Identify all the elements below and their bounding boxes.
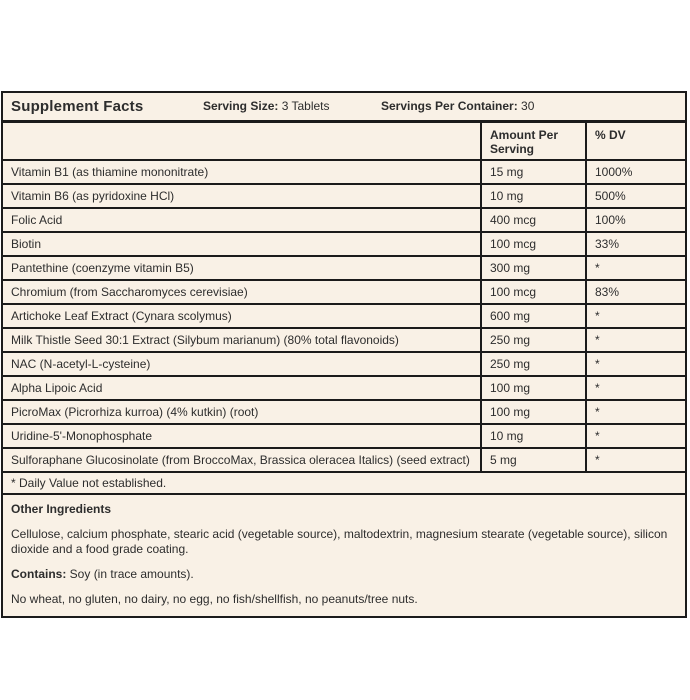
ingredient-amount: 100 mcg <box>480 281 585 303</box>
ingredient-amount: 100 mg <box>480 401 585 423</box>
supplement-facts-label <box>1 91 687 618</box>
table-row <box>3 351 685 375</box>
ingredient-dv: 33% <box>585 233 685 255</box>
ingredient-dv: * <box>585 425 685 447</box>
ingredient-amount: 5 mg <box>480 449 585 471</box>
contains-value: Soy (in trace amounts). <box>66 567 194 581</box>
label-header <box>3 93 685 120</box>
contains-note <box>11 567 677 582</box>
ingredient-name: Uridine-5'-Monophosphate <box>11 429 153 443</box>
ingredient-name: Chromium (from Saccharomyces cerevisiae) <box>11 285 248 299</box>
contains-label: Contains: <box>11 567 67 581</box>
ingredient-name: Milk Thistle Seed 30:1 Extract (Silybum marianum) (80% total flavonoids) <box>11 333 399 347</box>
ingredient-dv: * <box>585 329 685 351</box>
ingredient-amount: 250 mg <box>480 353 585 375</box>
table-row <box>3 375 685 399</box>
ingredient-name: Vitamin B1 (as thiamine mononitrate) <box>11 165 209 179</box>
ingredient-dv: * <box>585 377 685 399</box>
label-title: Supplement Facts <box>11 98 144 115</box>
other-ingredients-section <box>3 493 685 616</box>
servings-per-container <box>381 93 534 120</box>
ingredient-amount: 250 mg <box>480 329 585 351</box>
ingredient-dv: 1000% <box>585 161 685 183</box>
table-row <box>3 183 685 207</box>
ingredient-amount: 100 mg <box>480 377 585 399</box>
ingredient-dv: 83% <box>585 281 685 303</box>
ingredient-name: Biotin <box>11 237 42 251</box>
ingredient-dv: 500% <box>585 185 685 207</box>
ingredient-amount: 400 mcg <box>480 209 585 231</box>
servings-per-container-value: 30 <box>517 99 535 113</box>
table-row <box>3 447 685 471</box>
ingredient-dv: * <box>585 353 685 375</box>
ingredient-dv: * <box>585 449 685 471</box>
column-header-amount: Amount Per Serving <box>480 123 585 159</box>
ingredient-dv: * <box>585 257 685 279</box>
table-row <box>3 399 685 423</box>
ingredient-amount: 15 mg <box>480 161 585 183</box>
table-row <box>3 279 685 303</box>
table-row <box>3 231 685 255</box>
ingredient-amount: 10 mg <box>480 185 585 207</box>
ingredient-name: NAC (N-acetyl-L-cysteine) <box>11 357 151 371</box>
column-header-ingredient <box>3 123 480 159</box>
serving-size-label: Serving Size: <box>203 99 279 113</box>
servings-per-container-label: Servings Per Container: <box>381 99 518 113</box>
ingredient-amount: 300 mg <box>480 257 585 279</box>
ingredient-name: Pantethine (coenzyme vitamin B5) <box>11 261 194 275</box>
ingredient-amount: 100 mcg <box>480 233 585 255</box>
ingredient-amount: 600 mg <box>480 305 585 327</box>
daily-value-footnote: * Daily Value not established. <box>3 471 685 493</box>
ingredient-name: PicroMax (Picrorhiza kurroa) (4% kutkin) (root) <box>11 405 259 419</box>
ingredient-name: Sulforaphane Glucosinolate (from BroccoMax, Brassica oleracea Italics) (seed extract) <box>11 453 470 467</box>
ingredient-name: Vitamin B6 (as pyridoxine HCl) <box>11 189 175 203</box>
ingredient-dv: 100% <box>585 209 685 231</box>
table-row <box>3 303 685 327</box>
ingredient-dv: * <box>585 401 685 423</box>
column-header-row <box>3 120 685 159</box>
serving-size-value: 3 Tablets <box>278 99 330 113</box>
ingredient-name: Alpha Lipoic Acid <box>11 381 103 395</box>
other-ingredients-body: Cellulose, calcium phosphate, stearic acid (vegetable source), maltodextrin, magnesium stearate (vegetable source), silicon dioxide and a food grade coating. <box>11 527 668 556</box>
table-row <box>3 159 685 183</box>
ingredient-name: Folic Acid <box>11 213 63 227</box>
serving-size <box>203 93 330 120</box>
other-ingredients-heading: Other Ingredients <box>11 502 112 516</box>
column-header-dv: % DV <box>585 123 685 159</box>
table-row <box>3 423 685 447</box>
table-row <box>3 207 685 231</box>
ingredient-amount: 10 mg <box>480 425 585 447</box>
table-row <box>3 255 685 279</box>
table-row <box>3 327 685 351</box>
ingredient-dv: * <box>585 305 685 327</box>
allergen-note: No wheat, no gluten, no dairy, no egg, no fish/shellfish, no peanuts/tree nuts. <box>11 592 418 606</box>
ingredient-name: Artichoke Leaf Extract (Cynara scolymus) <box>11 309 232 323</box>
